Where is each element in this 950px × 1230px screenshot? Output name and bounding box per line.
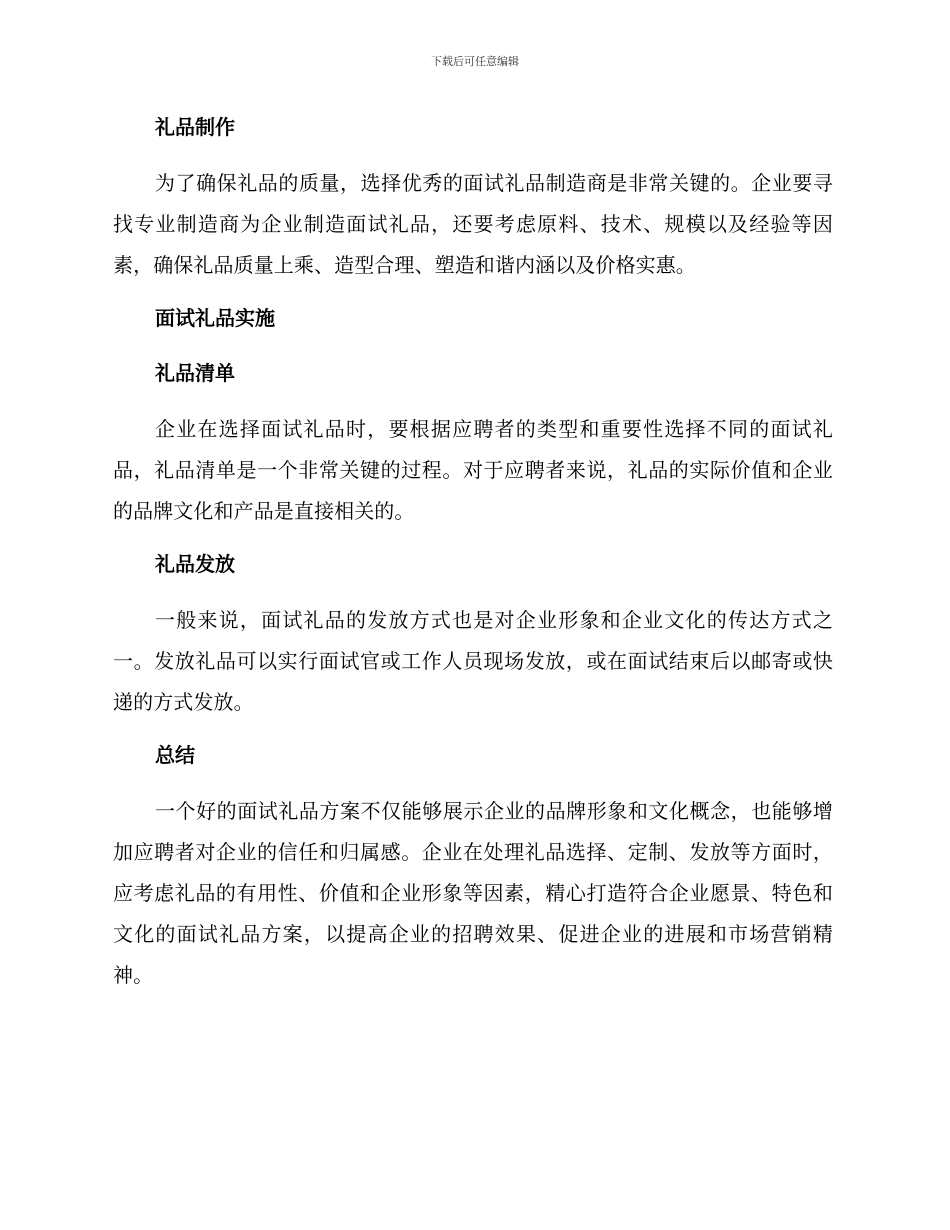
- section-heading-gift-production: 礼品制作: [155, 115, 235, 139]
- paragraph-summary: 一个好的面试礼品方案不仅能够展示企业的品牌形象和文化概念，也能够增加应聘者对企业的信任和归属感。企业在处理礼品选择、定制、发放等方面时，应考虑礼品的有用性、价值和企业形象等因素，精心打造符合企业愿景、特色和文化的面试礼品方案，以提高企业的招聘效果、促进企业的进展和市场营销精神。: [113, 799, 833, 987]
- paragraph-gift-list: 企业在选择面试礼品时，要根据应聘者的类型和重要性选择不同的面试礼品，礼品清单是一个非常关键的过程。对于应聘者来说，礼品的实际价值和企业的品牌文化和产品是直接相关的。: [113, 417, 833, 523]
- page-header: 下载后可任意编辑: [431, 55, 519, 68]
- section-heading-gift-list: 礼品清单: [155, 361, 235, 385]
- paragraph-gift-production: 为了确保礼品的质量，选择优秀的面试礼品制造商是非常关键的。企业要寻找专业制造商为企业制造面试礼品，还要考虑原料、技术、规模以及经验等因素，确保礼品质量上乘、造型合理、塑造和谐内涵以及价格实惠。: [113, 171, 833, 277]
- paragraph-gift-distribution: 一般来说，面试礼品的发放方式也是对企业形象和企业文化的传达方式之一。发放礼品可以实行面试官或工作人员现场发放，或在面试结束后以邮寄或快递的方式发放。: [113, 608, 833, 714]
- document-body: [113, 108, 833, 1009]
- section-heading-gift-distribution: 礼品发放: [155, 552, 235, 576]
- section-heading-gift-implementation: 面试礼品实施: [155, 306, 275, 330]
- section-heading-summary: 总结: [155, 743, 195, 767]
